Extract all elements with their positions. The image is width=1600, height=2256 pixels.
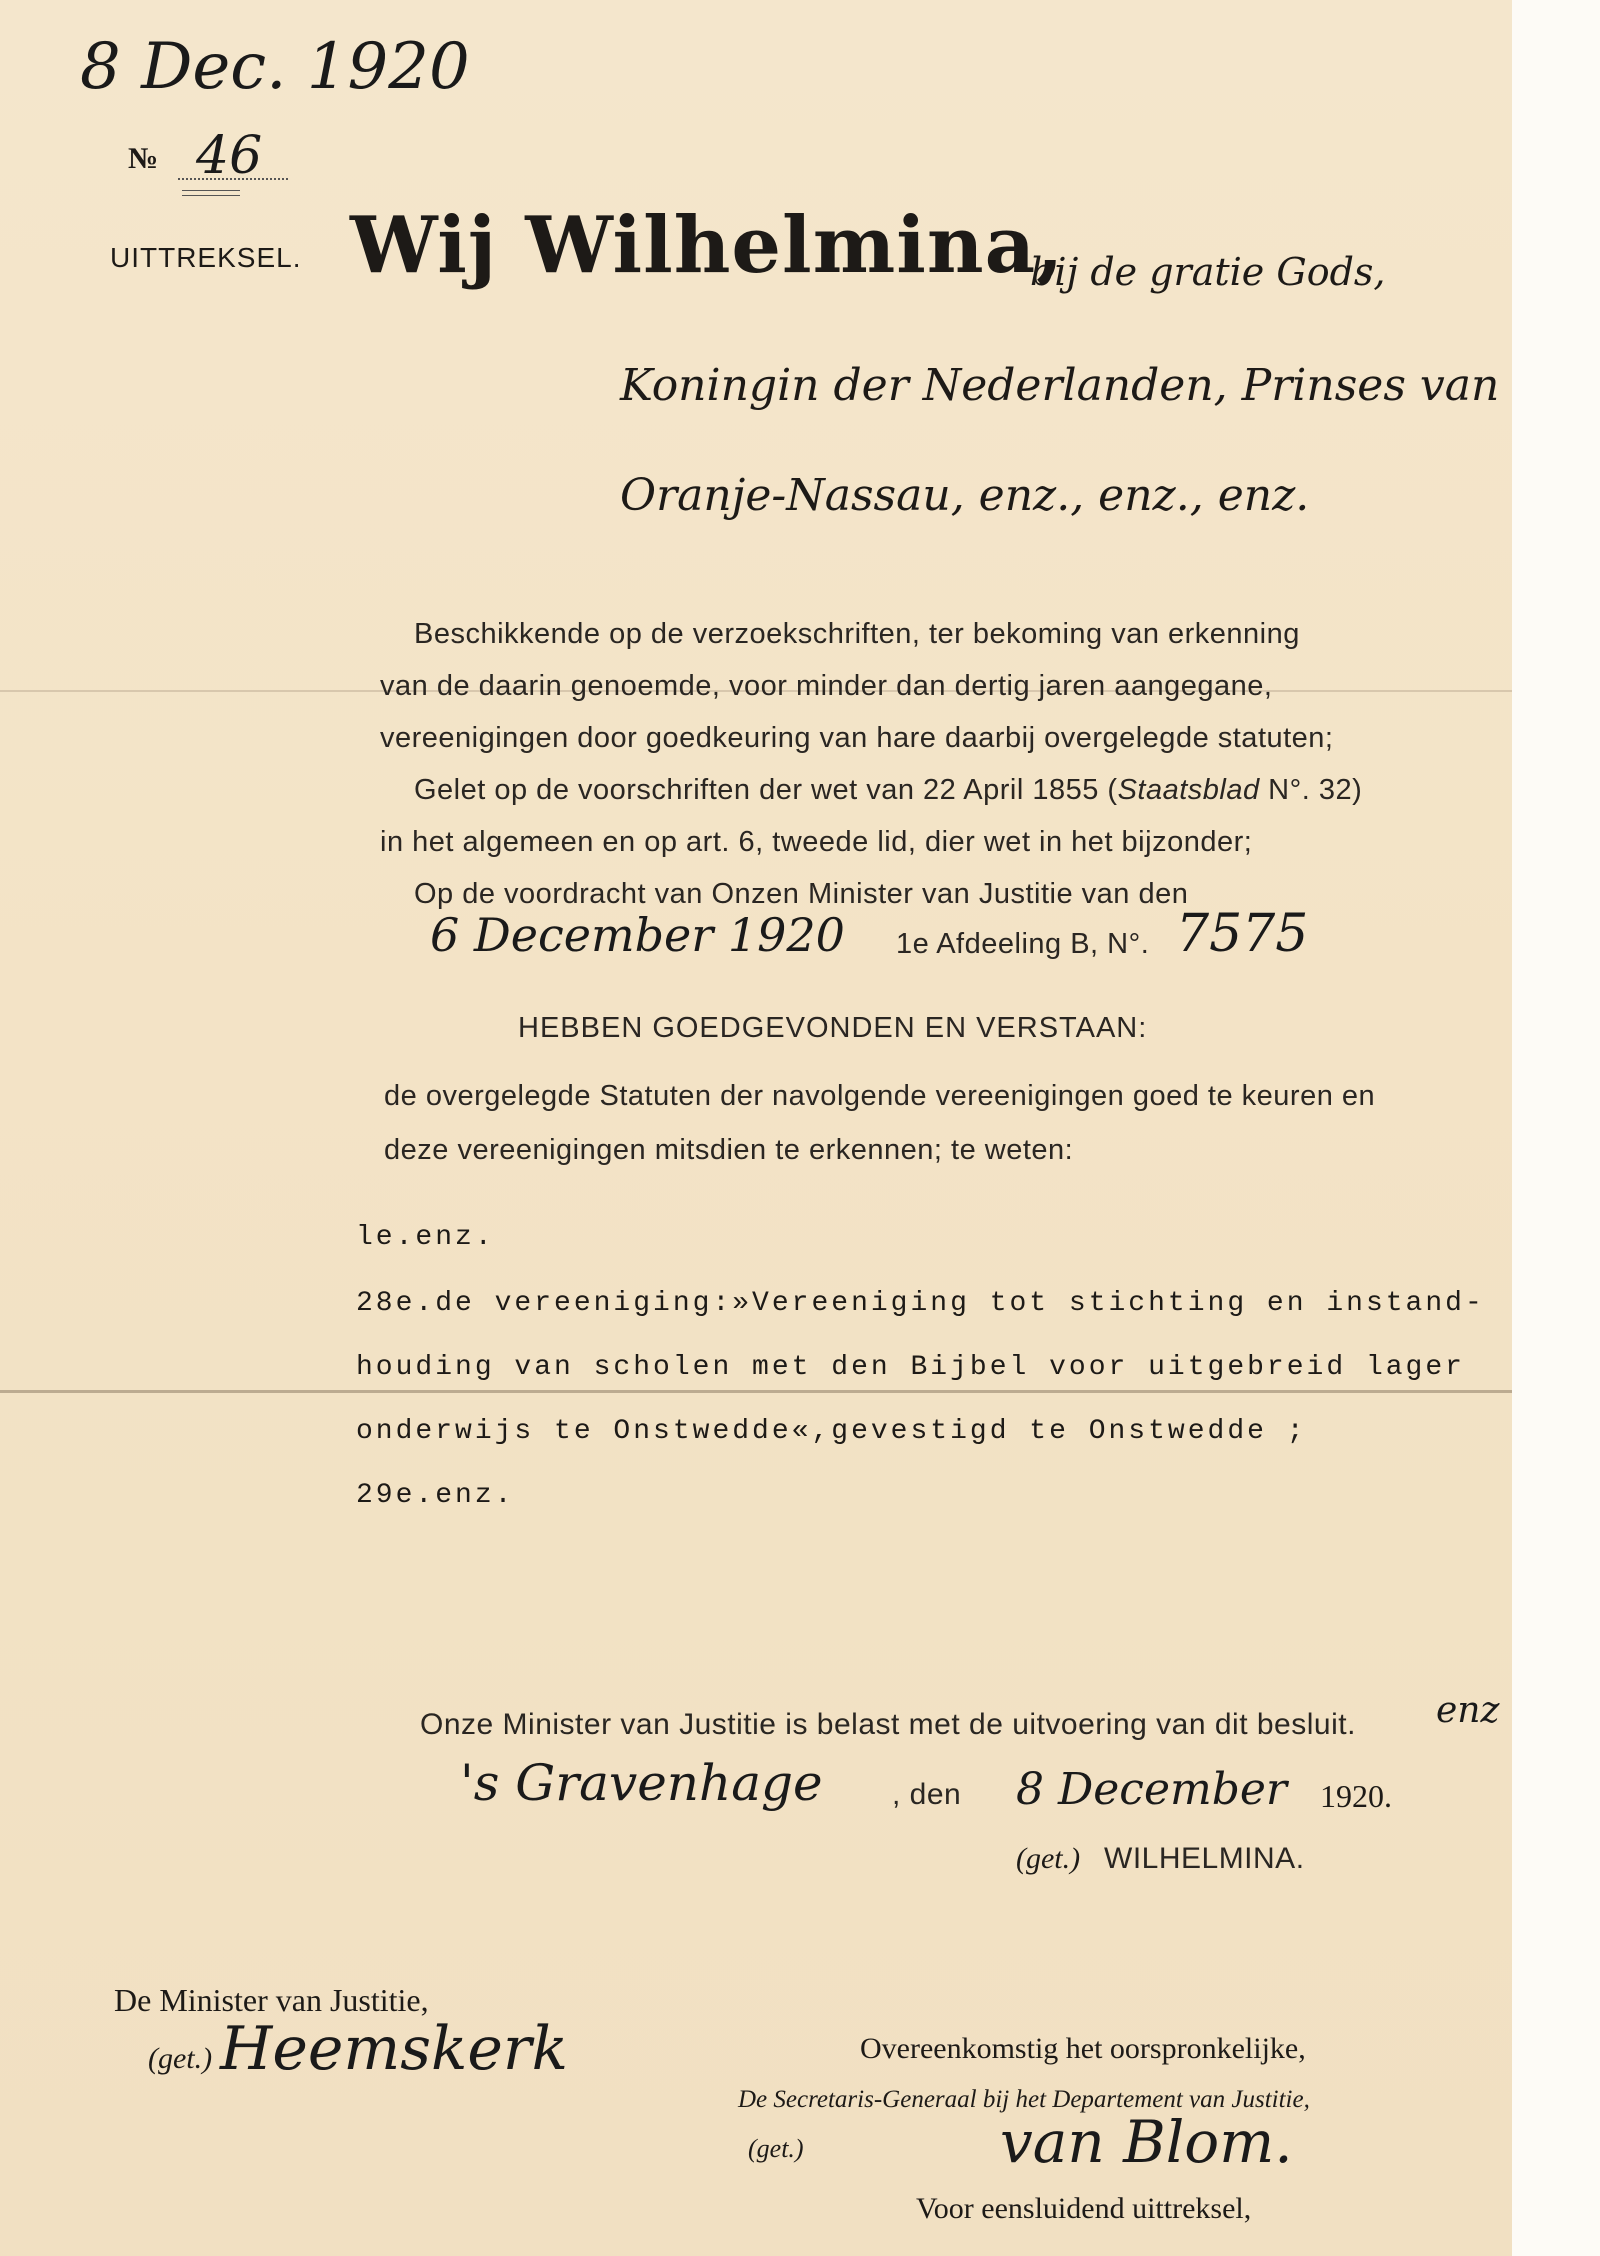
title-grace: bij de gratie Gods,	[1030, 250, 1386, 294]
handwritten-date: 8 Dec. 1920	[80, 30, 470, 104]
staatsblad-italic: Staatsblad	[1117, 774, 1260, 806]
conformity-line: Overeenkomstig het oorspronkelijke,	[860, 2032, 1306, 2065]
secretary-signature: van Blom.	[1000, 2108, 1293, 2176]
closing-get: (get.)	[1016, 1842, 1081, 1875]
page-margin	[1512, 0, 1600, 2256]
body-p4-line2: deze vereenigingen mitsdien te erkennen; te weten:	[384, 1134, 1074, 1166]
typed-line-5: 29e.enz.	[356, 1480, 515, 1511]
document-number	[128, 126, 308, 190]
handwritten-place: 's Gravenhage	[460, 1754, 823, 1812]
number-value: 46	[196, 126, 263, 186]
typed-line-1: le.enz.	[356, 1222, 495, 1253]
closing-year: 1920.	[1320, 1778, 1392, 1814]
closing-den: , den	[892, 1778, 962, 1811]
typed-line-3: houding van scholen met den Bijbel voor uitgebreid lager	[356, 1352, 1465, 1383]
body-p2-text-a: Gelet op de voorschriften der wet van 22 April 1855 (	[414, 774, 1118, 806]
body-p1-line1: Beschikkende op de verzoekschriften, ter bekoming van erkenning	[414, 618, 1300, 650]
handwritten-annotation: enz	[1436, 1690, 1500, 1731]
extract-conform-line: Voor eensluidend uittreksel,	[916, 2192, 1252, 2225]
body-p2-line2: in het algemeen en op art. 6, tweede lid, dier wet in het bijzonder;	[380, 826, 1253, 858]
title-line3: Oranje-Nassau, enz., enz., enz.	[620, 470, 1310, 521]
handwritten-date-closing: 8 December	[1016, 1764, 1287, 1815]
divider	[182, 190, 240, 196]
handwritten-proposal-number: 7575	[1176, 904, 1309, 964]
minister-signature: Heemskerk	[220, 2014, 568, 2084]
resolve-heading: HEBBEN GOEDGEVONDEN EN VERSTAAN:	[518, 1012, 1148, 1044]
body-p4-line1: de overgelegde Statuten der navolgende vereenigingen goed te keuren en	[384, 1080, 1376, 1112]
typed-line-2: 28e.de vereeniging:»Vereeniging tot stichting en instand-	[356, 1288, 1485, 1319]
fold-line	[0, 1390, 1512, 1393]
extract-label: UITTREKSEL.	[110, 242, 302, 273]
closing-line: Onze Minister van Justitie is belast met de uitvoering van dit besluit.	[420, 1708, 1356, 1741]
body-p3-dept: 1e Afdeeling B, N°.	[896, 928, 1150, 960]
secretary-get: (get.)	[748, 2134, 804, 2163]
secretary-title: De Secretaris-Generaal bij het Departement van Justitie,	[738, 2086, 1310, 2113]
body-p2-line1	[414, 774, 1362, 807]
body-p1-line3: vereenigingen door goedkeuring van hare daarbij overgelegde statuten;	[380, 722, 1334, 754]
number-label: №	[128, 142, 159, 175]
minister-get: (get.)	[148, 2042, 213, 2075]
body-p2-text-b: N°. 32)	[1259, 774, 1363, 806]
title-line2: Koningin der Nederlanden, Prinses van	[620, 360, 1500, 411]
body-p3-line1: Op de voordracht van Onzen Minister van Justitie van den	[414, 878, 1189, 910]
title-main: Wij Wilhelmina,	[350, 200, 1065, 291]
handwritten-proposal-date: 6 December 1920	[430, 908, 845, 962]
body-p1-line2: van de daarin genoemde, voor minder dan dertig jaren aangegane,	[380, 670, 1273, 702]
typed-line-4: onderwijs te Onstwedde«,gevestigd te Onstwedde ;	[356, 1416, 1307, 1447]
minister-title: De Minister van Justitie,	[114, 1982, 429, 2018]
queen-name: WILHELMINA.	[1104, 1842, 1305, 1875]
